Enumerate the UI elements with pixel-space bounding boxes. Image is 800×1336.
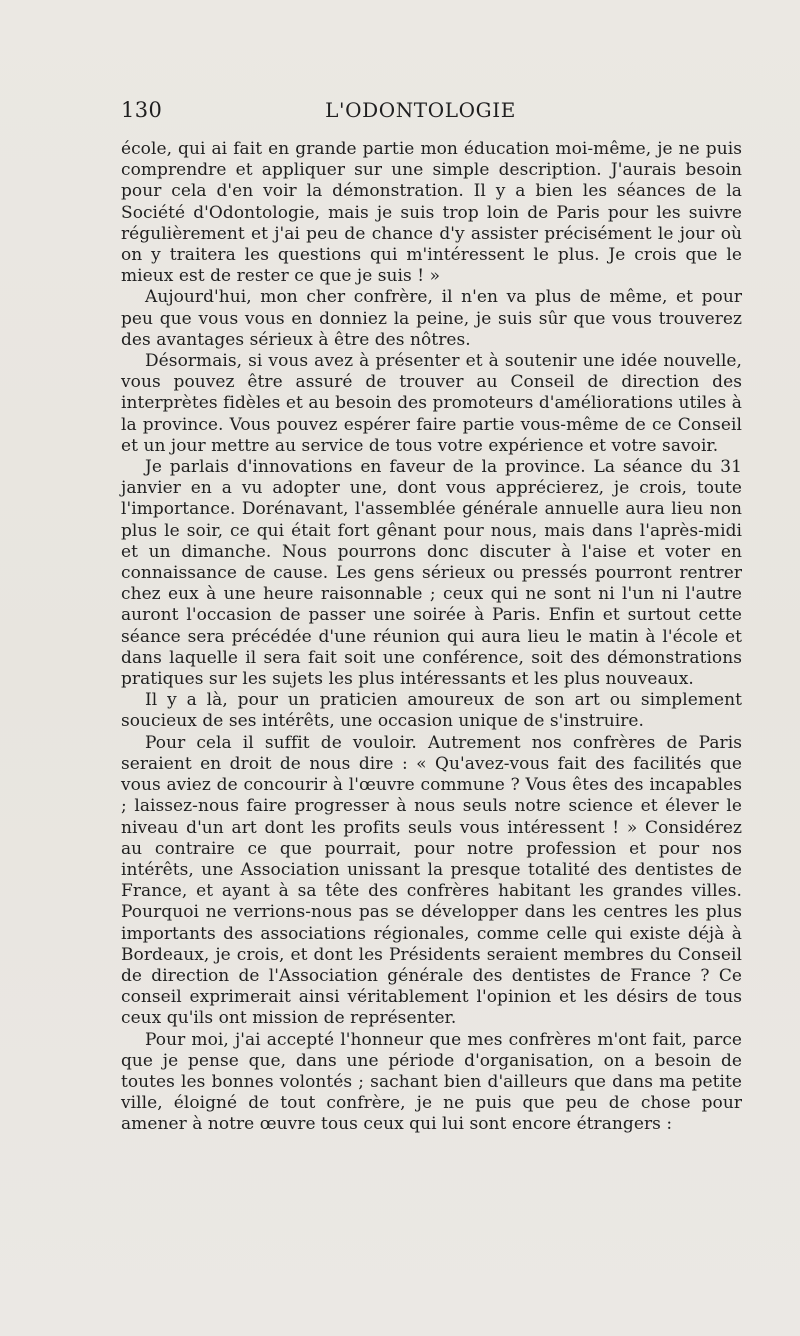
paragraph: Désormais, si vous avez à présenter et à soutenir une idée nouvelle, vous pouvez être assuré de trouver au Conseil de direction des interprètes fidèles et au besoin des promoteurs d'améliorations utiles à la province. Vous pouvez espérer faire partie vous-même de ce Conseil et un jour mettre au service de tous votre expérience et votre savoir. xyxy=(121,351,742,456)
paragraph: Je parlais d'innovations en faveur de la province. La séance du 31 janvier en a vu adopter une, dont vous apprécierez, je crois, toute l'importance. Dorénavant, l'assemblée générale annuelle aura lieu non plus le soir, ce qui était fort gênant pour nous, mais dans l'après-midi et un dimanche. Nous pourrons donc discuter à l'aise et voter en connaissance de cause. Les gens sérieux ou pressés pourront rentrer chez eux à une heure raisonnable ; ceux qui ne sont ni l'un ni l'autre auront l'occasion de passer une soirée à Paris. Enfin et surtout cette séance sera précédée d'une réunion qui aura lieu le matin à l'école et dans laquelle il sera fait soit une conférence, soit des démonstrations pratiques sur les sujets les plus intéressants et les plus nouveaux. xyxy=(121,457,742,690)
paragraph: école, qui ai fait en grande partie mon éducation moi-même, je ne puis comprendre et appliquer sur une simple description. J'aurais besoin pour cela d'en voir la démonstration. Il y a bien les séances de la Société d'Odontologie, mais je suis trop loin de Paris pour les suivre régulièrement et j'ai peu de chance d'y assister précisément le jour où on y traitera les questions qui m'intéressent le plus. Je crois que le mieux est de rester ce que je suis ! » xyxy=(121,139,742,287)
paragraph: Pour moi, j'ai accepté l'honneur que mes confrères m'ont fait, parce que je pense que, dans une période d'organisation, on a besoin de toutes les bonnes volontés ; sachant bien d'ailleurs que dans ma petite ville, éloigné de tout confrère, je ne puis que peu de chose pour amener à notre œuvre tous ceux qui lui sont encore étrangers : xyxy=(121,1029,742,1135)
body-text xyxy=(121,139,742,1136)
paragraph: Aujourd'hui, mon cher confrère, il n'en va plus de même, et pour peu que vous vous en donniez la peine, je suis sûr que vous trouverez des avantages sérieux à être des nôtres. xyxy=(121,287,742,350)
page-number: 130 xyxy=(121,98,163,122)
paragraph: Pour cela il suffit de vouloir. Autrement nos confrères de Paris seraient en droit de nous dire : « Qu'avez-vous fait des facilités que vous aviez de concourir à l'œuvre commune ? Vous êtes des incapables ; laissez-nous faire progresser à nous seuls notre science et élever le niveau d'un art dont les profits seuls vous intéressent ! » Considérez au contraire ce que pourrait, pour notre profession et pour nos intérêts, une Association unissant la presque totalité des dentistes de France, et ayant à sa tête des confrères habitant les grandes villes. Pourquoi ne verrions-nous pas se développer dans les centres les plus importants des associations régionales, comme celle qui existe déjà à Bordeaux, je crois, et dont les Présidents seraient membres du Conseil de direction de l'Association générale des dentistes de France ? Ce conseil exprimerait ainsi véritablement l'opinion et les désirs de tous ceux qu'ils ont mission de représenter. xyxy=(121,732,742,1029)
running-title: L'ODONTOLOGIE xyxy=(325,98,516,122)
paragraph: Il y a là, pour un praticien amoureux de son art ou simplement soucieux de ses intérêts, une occasion unique de s'instruire. xyxy=(121,690,742,732)
running-header xyxy=(121,98,740,128)
